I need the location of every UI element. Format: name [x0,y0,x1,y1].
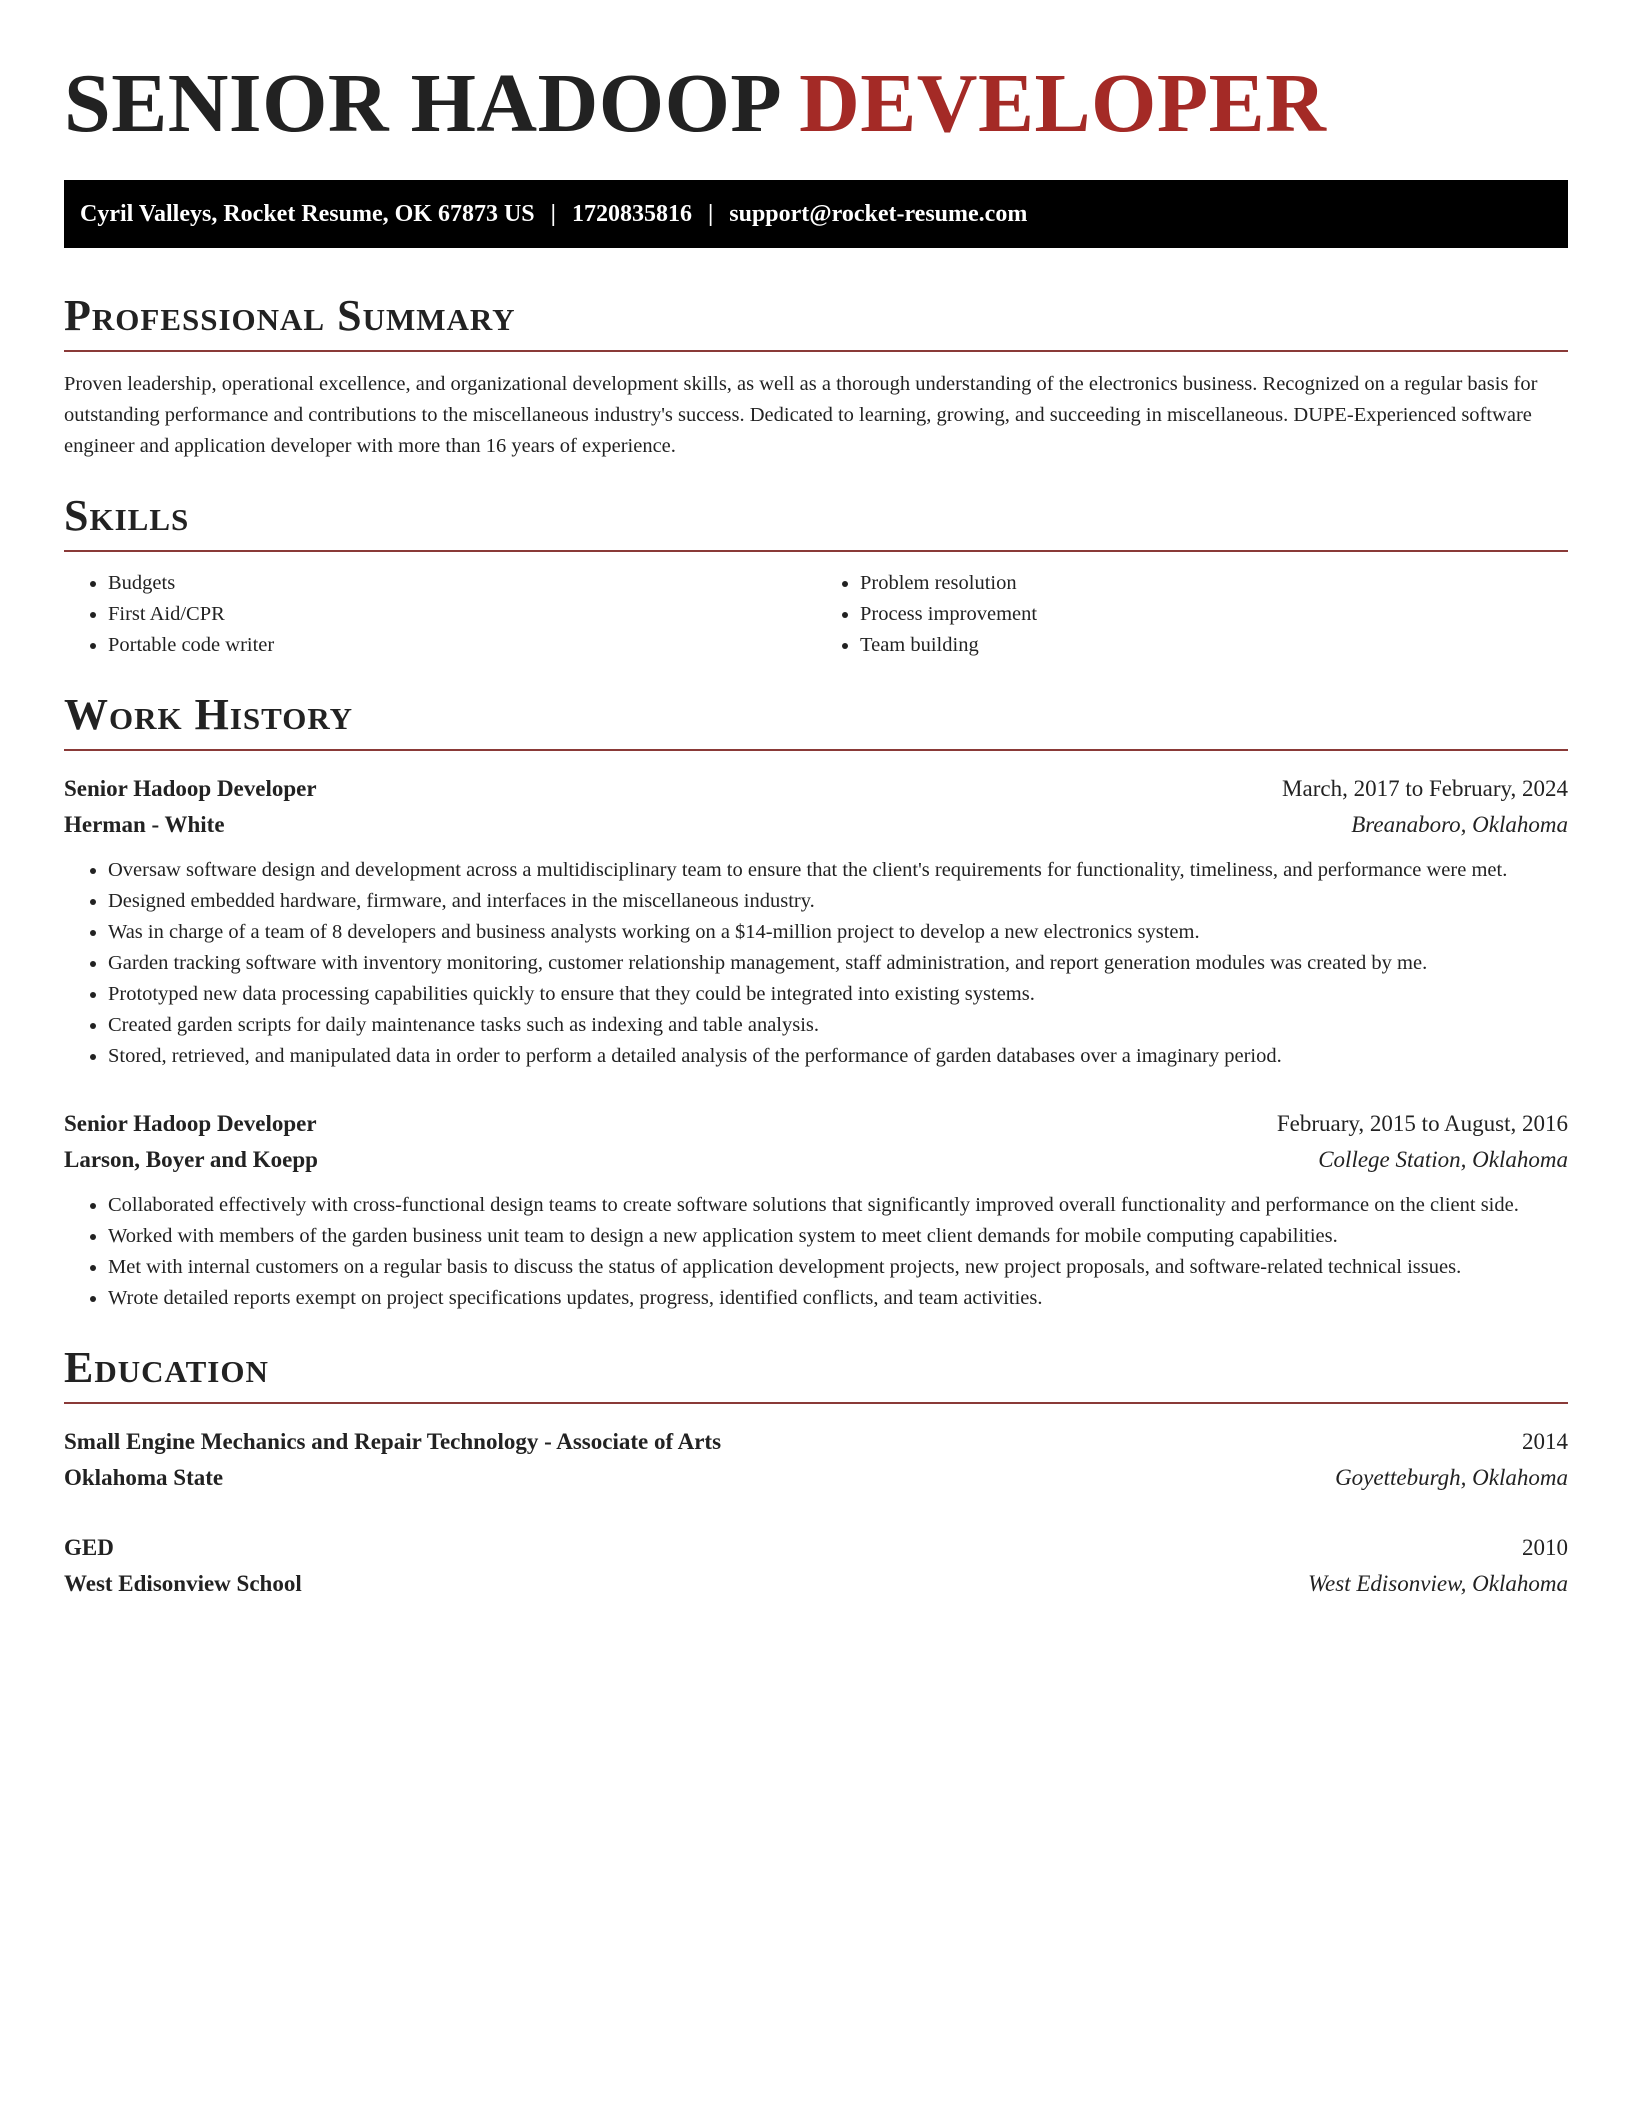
education-year: 2014 [1522,1429,1568,1454]
job-company: Larson, Boyer and Koepp [64,1147,318,1172]
skill-item: • First Aid/CPR [108,599,816,630]
title-accent-part: DEVELOPER [799,57,1327,150]
contact-phone: 1720835816 [571,200,692,227]
skills-column-left [64,568,816,661]
education-header-row [64,1530,1568,1566]
skill-item: • Portable code writer [108,630,816,661]
job-header-row [64,771,1568,807]
contact-bar [64,180,1568,248]
resume-title [64,0,1568,154]
job-entry [64,1106,1568,1314]
education-entry [64,1530,1568,1602]
job-dates: February, 2015 to August, 2016 [1276,1111,1568,1136]
job-title: Senior Hadoop Developer [64,1111,317,1136]
skills-column-right [816,568,1568,661]
work-heading: Work History [64,691,1568,751]
job-bullet: • Oversaw software design and development across a multidisciplinary team to ensure that the client's requirements for functionality, timeliness, and performance were met. [108,855,1568,886]
education-entry [64,1424,1568,1496]
job-title: Senior Hadoop Developer [64,776,317,801]
education-heading: Education [64,1344,1568,1404]
job-bullet: • Was in charge of a team of 8 developers and business analysts working on a $14-million project to develop a new electronics system. [108,917,1568,948]
contact-email: support@rocket-resume.com [729,200,1028,227]
title-first-part: SENIOR HADOOP [64,57,778,150]
job-location: College Station, Oklahoma [1318,1147,1568,1172]
skill-item: • Team building [860,630,1568,661]
job-bullet: • Prototyped new data processing capabilities quickly to ensure that they could be integrated into existing systems. [108,979,1568,1010]
job-bullet: • Wrote detailed reports exempt on project specifications updates, progress, identified conflicts, and team activities. [108,1283,1568,1314]
job-bullets [64,1190,1568,1314]
summary-section [64,292,1568,462]
contact-address: Cyril Valleys, Rocket Resume, OK 67873 US [80,200,535,227]
skills-heading: Skills [64,492,1568,552]
job-dates: March, 2017 to February, 2024 [1282,776,1568,801]
job-company-row [64,807,1568,843]
education-school: West Edisonview School [64,1571,302,1596]
education-degree: Small Engine Mechanics and Repair Technology - Associate of Arts [64,1429,722,1454]
education-section [64,1344,1568,1602]
education-location: West Edisonview, Oklahoma [1308,1571,1568,1596]
summary-heading: Professional Summary [64,292,1568,352]
skills-grid [64,568,1568,661]
job-bullet: • Stored, retrieved, and manipulated data in order to perform a detailed analysis of the performance of garden databases over a imaginary period. [108,1041,1568,1072]
job-bullet: • Garden tracking software with inventory monitoring, customer relationship management, staff administration, and report generation modules was created by me. [108,948,1568,979]
skill-item: • Budgets [108,568,816,599]
work-section [64,691,1568,1314]
education-year: 2010 [1522,1535,1568,1560]
job-bullets [64,855,1568,1072]
job-company: Herman - White [64,812,225,837]
contact-separator: | [550,200,556,227]
skill-item: • Process improvement [860,599,1568,630]
job-bullet: • Collaborated effectively with cross-functional design teams to create software solutions that significantly improved overall functionality and performance on the client side. [108,1190,1568,1221]
education-header-row [64,1424,1568,1460]
summary-text: Proven leadership, operational excellence, and organizational development skills, as well as a thorough understanding of the electronics business. Recognized on a regular basis for outstanding performance and contributions to the miscellaneous industry's success. Dedicated to learning, growing, and succeeding in miscellaneous. DUPE-Experienced software engineer and application developer with more than 16 years of experience. [64,373,1538,457]
job-company-row [64,1142,1568,1178]
skills-section [64,492,1568,661]
education-degree: GED [64,1535,114,1560]
job-header-row [64,1106,1568,1142]
education-school: Oklahoma State [64,1465,224,1490]
education-school-row [64,1460,1568,1496]
job-bullet: • Designed embedded hardware, firmware, and interfaces in the miscellaneous industry. [108,886,1568,917]
job-entry [64,771,1568,1072]
job-bullet: • Met with internal customers on a regular basis to discuss the status of application development projects, new project proposals, and software-related technical issues. [108,1252,1568,1283]
contact-separator: | [707,200,714,227]
education-location: Goyetteburgh, Oklahoma [1335,1465,1568,1490]
skill-item: • Problem resolution [860,568,1568,599]
job-location: Breanaboro, Oklahoma [1351,812,1568,837]
job-bullet: • Worked with members of the garden business unit team to design a new application system to meet client demands for mobile computing capabilities. [108,1221,1568,1252]
education-school-row [64,1566,1568,1602]
job-bullet: • Created garden scripts for daily maintenance tasks such as indexing and table analysis. [108,1010,1568,1041]
